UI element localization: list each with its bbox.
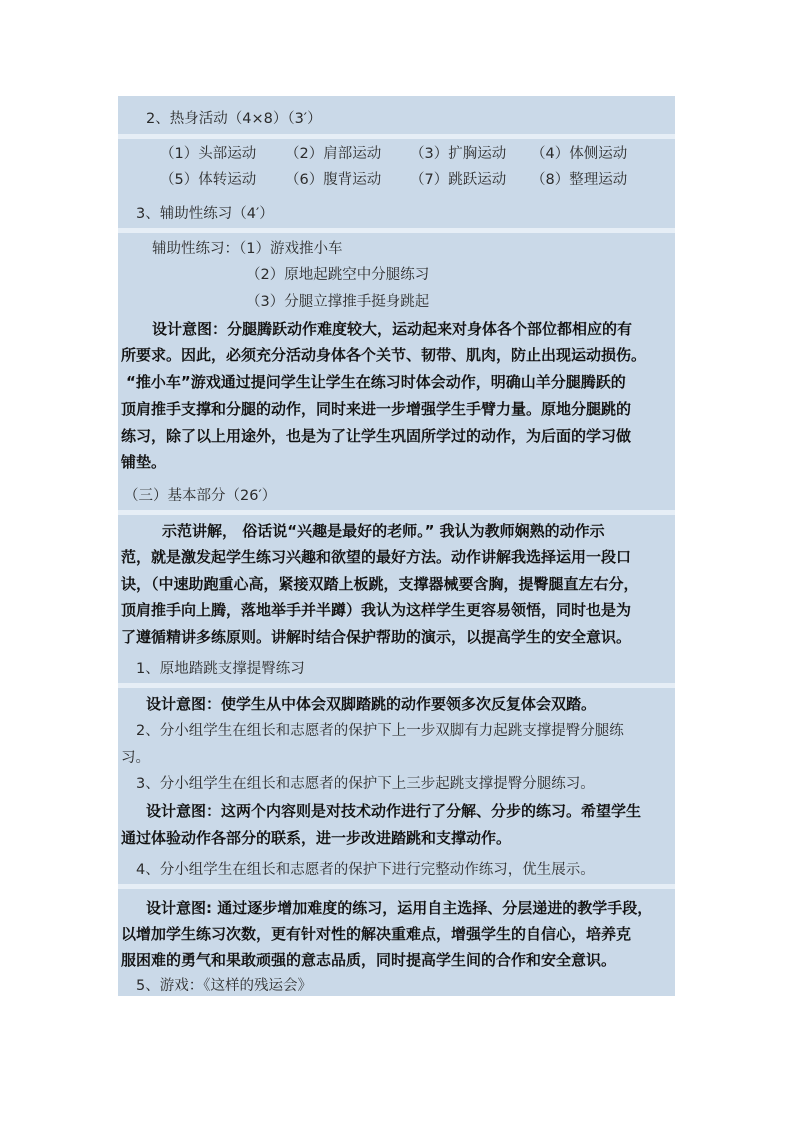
practice-item: 5、游戏：《这样的残运会》 bbox=[136, 978, 312, 994]
design-paragraph-line: 设计意图：分腿腾跃动作难度较大，运动起来对身体各个部位都相应的有 bbox=[152, 320, 633, 338]
divider bbox=[118, 134, 675, 139]
design-paragraph-line: 以增加学生练习次数，更有针对性的解决重难点，增强学生的自信心，培养克 bbox=[121, 925, 632, 943]
demo-paragraph-line: 了遵循精讲多练原则。讲解时结合保护帮助的演示，以提高学生的安全意识。 bbox=[121, 628, 632, 646]
practice-item: 1、原地踏跳支撑提臀练习 bbox=[136, 661, 305, 677]
warmup-item: （1）头部运动 bbox=[160, 146, 257, 162]
divider bbox=[118, 683, 675, 688]
design-paragraph-line: 通过体验动作各部分的联系，进一步改进踏跳和支撑动作。 bbox=[121, 829, 512, 847]
design-paragraph-line: 服困难的勇气和果敢顽强的意志品质，同时提高学生间的合作和安全意识。 bbox=[121, 951, 617, 969]
aux-item: （2）原地起跳空中分腿练习 bbox=[246, 267, 430, 283]
practice-item: 习。 bbox=[121, 750, 150, 766]
design-paragraph-line: 铺垫。 bbox=[121, 453, 167, 471]
warmup-item: （8）整理运动 bbox=[531, 172, 628, 188]
design-paragraph-line: 设计意图: 通过逐步增加难度的练习，运用自主选择、分层递进的教学手段， bbox=[146, 899, 653, 917]
design-paragraph-line: 设计意图：这两个内容则是对技术动作进行了分解、分步的练习。希望学生 bbox=[146, 802, 642, 820]
warmup-item: （4）体侧运动 bbox=[531, 146, 628, 162]
divider bbox=[118, 884, 675, 889]
demo-paragraph-line: 诀，（中速助跑重心高，紧接双踏上板跳，支撑器械要含胸，提臀腿直左右分， bbox=[121, 575, 639, 593]
practice-item: 2、分小组学生在组长和志愿者的保护下上一步双脚有力起跳支撑提臀分腿练 bbox=[136, 723, 624, 739]
warmup-title: 2、热身活动（4×8）（3′） bbox=[146, 111, 322, 127]
aux-item: （3）分腿立撑推手挺身跳起 bbox=[246, 294, 430, 310]
design-paragraph-line: “推小车”游戏通过提问学生让学生在练习时体会动作，明确山羊分腿腾跃的 bbox=[126, 373, 626, 391]
warmup-item: （6）腹背运动 bbox=[285, 172, 382, 188]
practice-item: 4、分小组学生在组长和志愿者的保护下进行完整动作练习，优生展示。 bbox=[136, 862, 595, 878]
demo-paragraph-line: 示范讲解， 俗话说“兴趣是最好的老师。” 我认为教师娴熟的动作示 bbox=[162, 522, 605, 540]
design-paragraph-line: 所要求。因此，必须充分活动身体各个关节、韧带、肌肉，防止出现运动损伤。 bbox=[121, 346, 647, 364]
aux-title: 3、辅助性练习（4′） bbox=[136, 206, 274, 222]
design-paragraph-line: 顶肩推手支撑和分腿的动作，同时来进一步增强学生手臂力量。原地分腿跳的 bbox=[121, 400, 632, 418]
demo-paragraph-line: 范，就是激发起学生练习兴趣和欲望的最好方法。动作讲解我选择运用一段口 bbox=[121, 548, 632, 566]
design-paragraph-line: 练习，除了以上用途外，也是为了让学生巩固所学过的动作，为后面的学习做 bbox=[121, 427, 632, 445]
aux-item: 辅助性练习：（1）游戏推小车 bbox=[152, 241, 343, 257]
warmup-item: （2）肩部运动 bbox=[285, 146, 382, 162]
warmup-item: （7）跳跃运动 bbox=[410, 172, 507, 188]
section-title: （三）基本部分（26′） bbox=[124, 488, 277, 504]
warmup-item: （3）扩胸运动 bbox=[410, 146, 507, 162]
practice-item: 3、分小组学生在组长和志愿者的保护下上三步起跳支撑提臀分腿练习。 bbox=[136, 776, 595, 792]
warmup-item: （5）体转运动 bbox=[160, 172, 257, 188]
design-paragraph-line: 设计意图：使学生从中体会双脚踏跳的动作要领多次反复体会双踏。 bbox=[146, 695, 597, 713]
divider bbox=[118, 510, 675, 515]
demo-paragraph-line: 顶肩推手向上腾，落地举手并半蹲）我认为这样学生更容易领悟，同时也是为 bbox=[121, 601, 632, 619]
divider bbox=[118, 228, 675, 233]
